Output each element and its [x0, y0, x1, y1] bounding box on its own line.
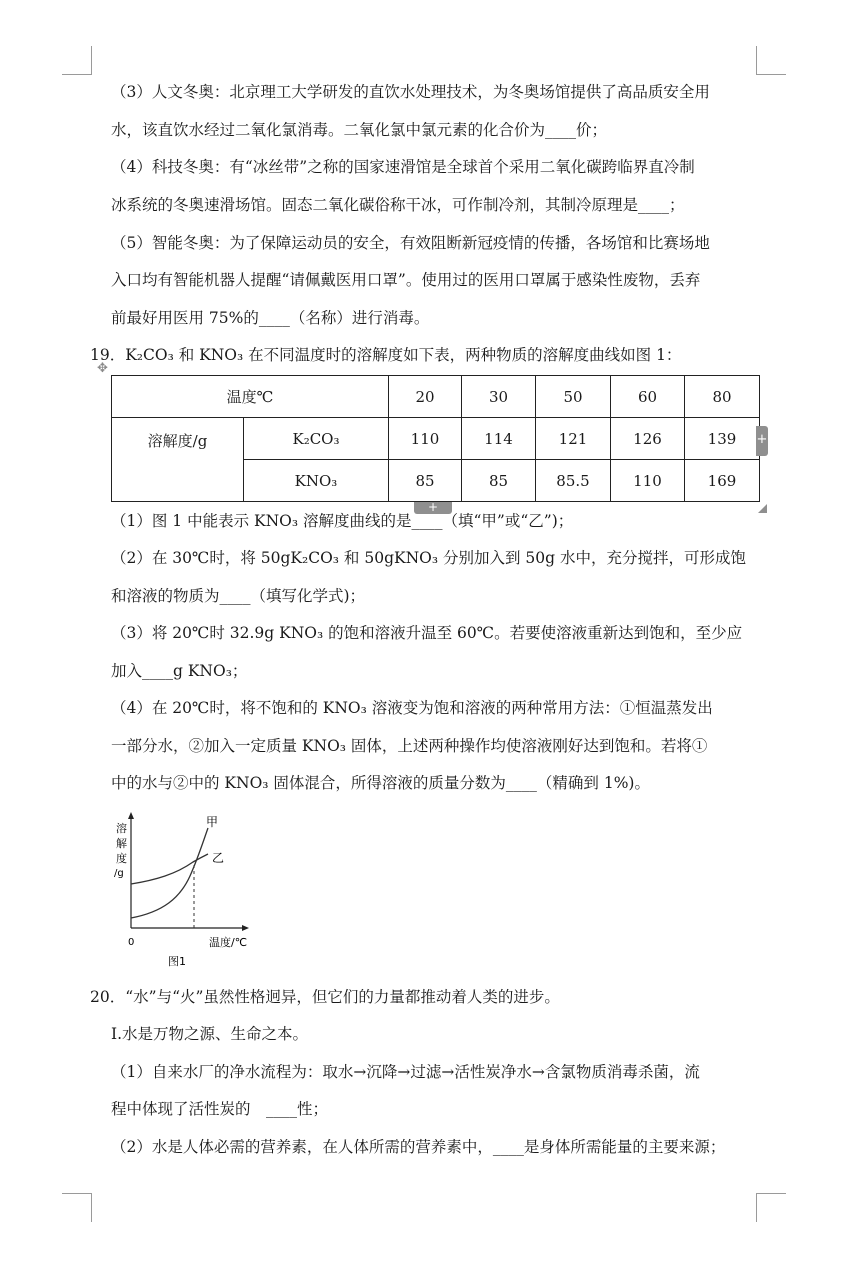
q19-part4-line1: （4）在 20℃时，将不饱和的 KNO₃ 溶液变为饱和溶液的两种常用方法：①恒温蒸发出 — [111, 699, 713, 717]
crop-mark-bottom-right-v — [756, 1193, 757, 1222]
table-cell-value: 85 — [462, 460, 536, 502]
q19-part4-line3: 中的水与②中的 KNO₃ 固体混合，所得溶液的质量分数为____（精确到 1%)。 — [111, 774, 650, 792]
table-cell-value: 85.5 — [536, 460, 611, 502]
q20-part1-line1: （1）自来水厂的净水流程为：取水→沉降→过滤→活性炭净水→含氯物质消毒杀菌，流 — [111, 1063, 700, 1081]
table-cell-temp: 60 — [611, 376, 685, 418]
q18-part5-line2: 入口均有智能机器人提醒“请佩戴医用口罩”。使用过的医用口罩属于感染性废物，丢弃 — [111, 271, 701, 289]
q19-part1: （1）图 1 中能表示 KNO₃ 溶解度曲线的是____（填“甲”或“乙”)； — [111, 512, 574, 530]
crop-mark-top-right-v — [756, 46, 757, 75]
label-jia: 甲 — [206, 815, 219, 829]
q20-section-i: Ⅰ.水是万物之源、生命之本。 — [111, 1025, 309, 1043]
q19-part2-line1: （2）在 30℃时，将 50gK₂CO₃ 和 50gKNO₃ 分别加入到 50g 水中，充分搅拌，可形成饱 — [111, 549, 746, 567]
table-header-solubility: 溶解度/g — [112, 418, 244, 502]
crop-mark-top-left-v — [91, 46, 92, 75]
q19-part3-line2: 加入____g KNO₃； — [111, 662, 248, 680]
q18-part5-line1: （5）智能冬奥：为了保障运动员的安全，有效阻断新冠疫情的传播，各场馆和比赛场地 — [111, 234, 710, 252]
q18-part4-line1: （4）科技冬奥：有“冰丝带”之称的国家速滑馆是全球首个采用二氧化碳跨临界直冷制 — [111, 158, 695, 176]
table-cell-temp: 20 — [389, 376, 462, 418]
q20-part1-line2: 程中体现了活性炭的 ____性； — [111, 1100, 329, 1118]
solubility-curve-figure — [108, 810, 258, 970]
y-label-char: 解 — [116, 837, 127, 850]
crop-mark-bottom-right-h — [756, 1193, 786, 1194]
solubility-table — [111, 375, 760, 502]
crop-mark-bottom-left-h — [62, 1193, 92, 1194]
q18-part3-line1: （3）人文冬奥：北京理工大学研发的直饮水处理技术，为冬奥场馆提供了高品质安全用 — [111, 83, 710, 101]
table-cell-temp: 30 — [462, 376, 536, 418]
x-axis-arrow-icon — [242, 925, 249, 931]
q18-part4-line2: 冰系统的冬奥速滑场馆。固态二氧化碳俗称干冰，可作制冷剂，其制冷原理是____； — [111, 196, 685, 214]
y-label-char: /g — [114, 868, 124, 879]
y-label-char: 度 — [116, 852, 127, 865]
table-move-handle-icon[interactable]: ✥ — [97, 361, 108, 376]
table-cell-value: 169 — [685, 460, 760, 502]
crop-mark-top-left-h — [62, 74, 92, 75]
y-axis-arrow-icon — [128, 812, 134, 819]
q19-part2-line2: 和溶液的物质为____（填写化学式)； — [111, 587, 366, 605]
table-header-temperature: 温度℃ — [112, 376, 389, 418]
table-cell-value: 114 — [462, 418, 536, 460]
table-cell-value: 126 — [611, 418, 685, 460]
x-axis-label: 温度/℃ — [209, 936, 248, 949]
label-yi: 乙 — [212, 851, 225, 865]
figure-caption: 图1 — [168, 955, 186, 968]
add-column-button[interactable]: + — [756, 426, 768, 456]
q20-stem: 20．“水”与“火”虽然性格迥异，但它们的力量都推动着人类的进步。 — [90, 988, 560, 1006]
curve-jia — [131, 828, 208, 918]
table-cell-value: 110 — [611, 460, 685, 502]
y-label-char: 溶 — [116, 822, 127, 835]
table-cell-temp: 80 — [685, 376, 760, 418]
q19-stem: 19．K₂CO₃ 和 KNO₃ 在不同温度时的溶解度如下表，两种物质的溶解度曲线如图 1： — [90, 346, 682, 364]
crop-mark-bottom-left-v — [91, 1193, 92, 1222]
q19-part3-line1: （3）将 20℃时 32.9g KNO₃ 的饱和溶液升温至 60℃。若要使溶液重新达到饱和，至少应 — [111, 624, 743, 642]
table-cell-value: 121 — [536, 418, 611, 460]
crop-mark-top-right-h — [756, 74, 786, 75]
q18-part3-line2: 水，该直饮水经过二氧化氯消毒。二氧化氯中氯元素的化合价为____价； — [111, 121, 608, 139]
table-row-temperature — [112, 376, 760, 418]
table-cell-value: 139 — [685, 418, 760, 460]
table-cell-substance: KNO₃ — [244, 460, 389, 502]
add-row-button[interactable]: + — [414, 502, 452, 514]
q19-part4-line2: 一部分水，②加入一定质量 KNO₃ 固体，上述两种操作均使溶液刚好达到饱和。若将① — [111, 737, 708, 755]
table-cell-value: 85 — [389, 460, 462, 502]
q20-part2: （2）水是人体必需的营养素，在人体所需的营养素中，____是身体所需能量的主要来源； — [111, 1138, 726, 1156]
table-cell-value: 110 — [389, 418, 462, 460]
table-row-k2co3 — [112, 418, 760, 460]
q18-part5-line3: 前最好用医用 75%的____（名称）进行消毒。 — [111, 309, 430, 327]
table-cell-substance: K₂CO₃ — [244, 418, 389, 460]
table-cell-temp: 50 — [536, 376, 611, 418]
origin-label: 0 — [128, 937, 135, 948]
